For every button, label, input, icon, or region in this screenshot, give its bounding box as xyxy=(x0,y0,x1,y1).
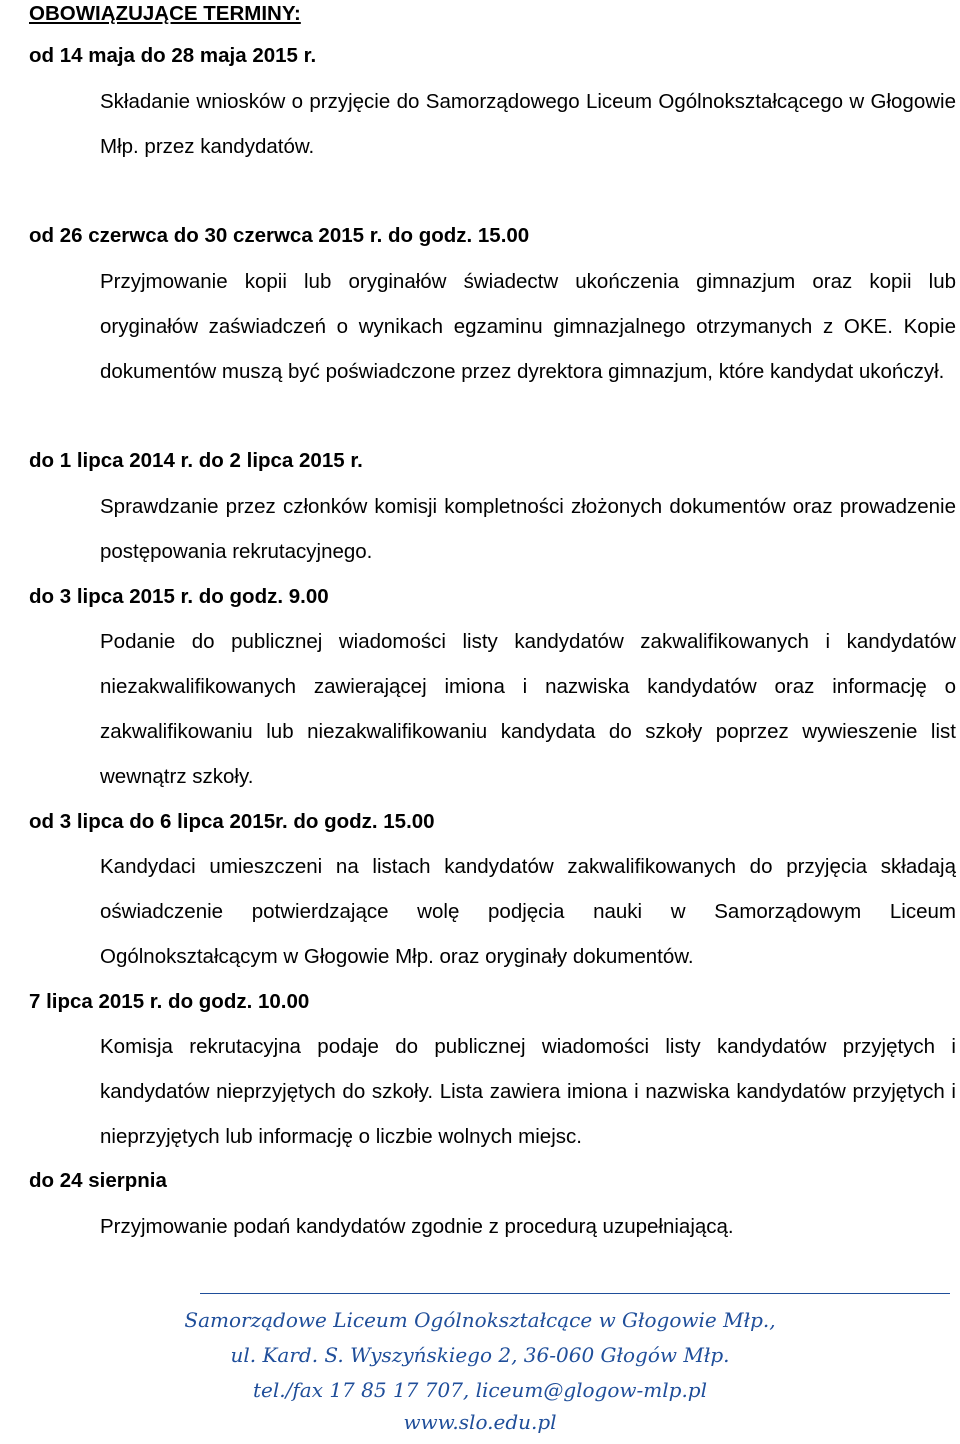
term-description: Podanie do publicznej wiadomości listy kandydatów zakwalifikowanych i kandydatów niezakwalifikowanych zawierającej imiona i nazwiska kandydatów oraz informację o zakwalifikowaniu lub niezakwalifikowaniu kandydata do szkoły poprzez wywieszenie list wewnątrz szkoły. xyxy=(100,630,956,788)
footer-contact: tel./fax 17 85 17 707, liceum@glogow-mlp.pl xyxy=(253,1378,707,1402)
footer-website: www.slo.edu.pl xyxy=(403,1410,557,1434)
term-date: od 14 maja do 28 maja 2015 r. xyxy=(29,44,317,67)
term-date: do 24 sierpnia xyxy=(29,1169,167,1192)
footer-address: ul. Kard. S. Wyszyńskiego 2, 36-060 Głogów Młp. xyxy=(230,1343,730,1367)
term-date: do 3 lipca 2015 r. do godz. 9.00 xyxy=(29,585,329,608)
term-description: Przyjmowanie kopii lub oryginałów świadectw ukończenia gimnazjum oraz kopii lub oryginałów zaświadczeń o wynikach egzaminu gimnazjalnego otrzymanych z OKE. Kopie dokumentów muszą być poświadczone przez dyrektora gimnazjum, które kandydat ukończył. xyxy=(100,270,956,383)
page-heading: OBOWIĄZUJĄCE TERMINY: xyxy=(29,2,301,25)
footer-school-name: Samorządowe Liceum Ogólnokształcące w Głogowie Młp., xyxy=(184,1308,776,1332)
term-description: Składanie wniosków o przyjęcie do Samorządowego Liceum Ogólnokształcącego w Głogowie Młp. przez kandydatów. xyxy=(100,90,956,158)
term-description: Komisja rekrutacyjna podaje do publicznej wiadomości listy kandydatów przyjętych i kandydatów nieprzyjętych do szkoły. Lista zawiera imiona i nazwiska kandydatów przyjętych i nieprzyjętych lub informację o liczbie wolnych miejsc. xyxy=(100,1035,956,1148)
term-date: 7 lipca 2015 r. do godz. 10.00 xyxy=(29,990,310,1013)
footer-divider xyxy=(200,1293,950,1294)
term-date: od 26 czerwca do 30 czerwca 2015 r. do godz. 15.00 xyxy=(29,224,530,247)
term-date: od 3 lipca do 6 lipca 2015r. do godz. 15.00 xyxy=(29,810,435,833)
term-description: Przyjmowanie podań kandydatów zgodnie z procedurą uzupełniającą. xyxy=(100,1215,734,1238)
term-date: do 1 lipca 2014 r. do 2 lipca 2015 r. xyxy=(29,449,363,472)
term-description: Sprawdzanie przez członków komisji kompletności złożonych dokumentów oraz prowadzenie postępowania rekrutacyjnego. xyxy=(100,495,956,563)
term-description: Kandydaci umieszczeni na listach kandydatów zakwalifikowanych do przyjęcia składają oświadczenie potwierdzające wolę podjęcia nauki w Samorządowym Liceum Ogólnokształcącym w Głogowie Młp. oraz oryginały dokumentów. xyxy=(100,855,956,968)
